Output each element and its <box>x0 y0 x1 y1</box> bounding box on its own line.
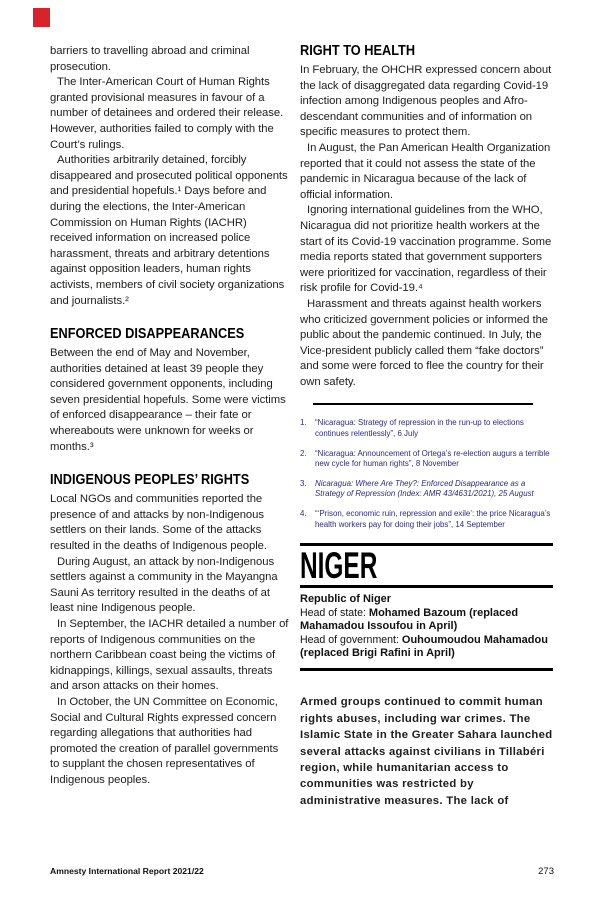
paragraph: Authorities arbitrarily detained, forcibly disappeared and prosecuted political opponents and presidential hopefuls.¹ Days before and during the elections, the Inter-American Commission on Human Rights (IACHR) received information on increased police harassment, threats and arbitrary detentions against opposition leaders, human rights activists, members of civil society organizations and journalists.² <box>50 154 288 307</box>
footnote-text: “Nicaragua: Strategy of repression in the run-up to elections continues relentlessly”, 6 July <box>315 418 524 439</box>
footnote-text: Nicaragua: Where Are They?: Enforced Disappearance as a Strategy of Repression (Index: AMR 43/4631/2021), 25 August <box>315 478 534 499</box>
footnote-item <box>300 418 553 440</box>
paragraph: barriers to travelling abroad and criminal prosecution. <box>50 45 250 73</box>
footnote-number: 1. <box>300 418 307 428</box>
section-heading-enforced-disappearances: ENFORCED DISAPPEARANCES <box>50 326 245 343</box>
head-of-state-label: Head of state: <box>300 606 369 619</box>
country-entry-niger <box>300 543 553 809</box>
paragraph: Ignoring international guidelines from the WHO, Nicaragua did not prioritize health workers at the start of its Covid-19 vaccination programme. Some media reports stated that government supporters were prioritized for vaccination, regardless of their risk profile for Covid-19.⁴ <box>300 204 552 295</box>
section-heading-indigenous-peoples-rights: INDIGENOUS PEOPLES’ RIGHTS <box>50 472 250 489</box>
paragraph: In February, the OHCHR expressed concern about the lack of disaggregated data regarding Covid-19 infection among Indigenous peoples and Afro-descendant communities and of information on specific measures to protect them. <box>300 64 552 139</box>
paragraph: The Inter-American Court of Human Rights granted provisional measures in favour of a number of detainees and ordered their release. However, authorities failed to comply with the Court’s rulings. <box>50 76 284 151</box>
country-heading-niger: NIGER <box>300 545 378 587</box>
footnote-item <box>300 509 553 531</box>
footnote-divider <box>313 403 533 405</box>
page-footer <box>50 866 554 877</box>
footnote-item <box>300 479 553 501</box>
footnote-text: “‘Prison, economic ruin, repression and exile’: the price Nicaragua’s health workers pay for doing their jobs”, 14 September <box>315 508 551 529</box>
footnote-text: “Nicaragua: Announcement of Ortega’s re-election augurs a terrible new cycle for human rights”, 8 November <box>315 448 550 469</box>
footnote-number: 4. <box>300 508 307 518</box>
page-number: 273 <box>538 866 554 877</box>
paragraph: Between the end of May and November, authorities detained at least 39 people they considered government opponents, including seven presidential hopefuls. Some were victims of enforced disappearance – their fate or whereabouts were unknown for weeks or months.³ <box>50 347 286 453</box>
paragraph: During August, an attack by non-Indigenous settlers against a community in the Mayangna Sauni As territory resulted in the deaths of at least nine Indigenous people. <box>50 555 278 615</box>
paragraph: In August, the Pan American Health Organization reported that it could not assess the state of the pandemic in Nicaragua because of the lack of official information. <box>300 141 551 201</box>
footnotes-list <box>300 418 553 530</box>
paragraph: Harassment and threats against health workers who criticized government policies or informed the public about the pandemic continued. In July, the Vice-president publicly called them “fake doctors” and some were forced to flee the country for their own safety. <box>300 297 549 388</box>
head-of-state-value: Mohamed Bazoum (replaced Mahamadou Issoufou in April) <box>300 606 519 633</box>
section-heading-right-to-health: RIGHT TO HEALTH <box>300 43 416 59</box>
red-corner-tab <box>33 8 50 27</box>
country-intro: Armed groups continued to commit human rights abuses, including war crimes. The Islamic State in the Greater Sahara launched several attacks against civilians in Tillabéri region, while humanitarian access to communities was restricted by administrative measures. The lack of <box>300 696 553 807</box>
footnote-item <box>300 449 553 471</box>
paragraph: In October, the UN Committee on Economic, Social and Cultural Rights expressed concern regarding allegations that authorities had promoted the creation of parallel governments to supplant the chosen representatives of Indigenous peoples. <box>50 695 279 786</box>
footer-report-title: Amnesty International Report 2021/22 <box>50 866 204 876</box>
left-column <box>50 44 290 789</box>
country-name: Republic of Niger <box>300 593 392 606</box>
head-of-government-value: Ouhoumoudou Mahamadou (replaced Brigi Rafini in April) <box>300 633 548 659</box>
paragraph: Local NGOs and communities reported the presence of and attacks by non-Indigenous settlers on their lands. Some of the attacks resulted in the deaths of Indigenous people. <box>50 493 267 553</box>
footnote-number: 2. <box>300 448 307 458</box>
paragraph: In September, the IACHR detailed a number of reports of Indigenous communities on the northern Caribbean coast being the victims of kidnappings, killings, sexual assaults, threats and arson attacks on their homes. <box>50 618 289 693</box>
country-infobox <box>300 588 553 668</box>
country-info-rule <box>300 668 553 671</box>
right-column <box>300 44 553 809</box>
head-of-government-label: Head of government: <box>300 633 402 646</box>
footnote-number: 3. <box>300 478 307 488</box>
